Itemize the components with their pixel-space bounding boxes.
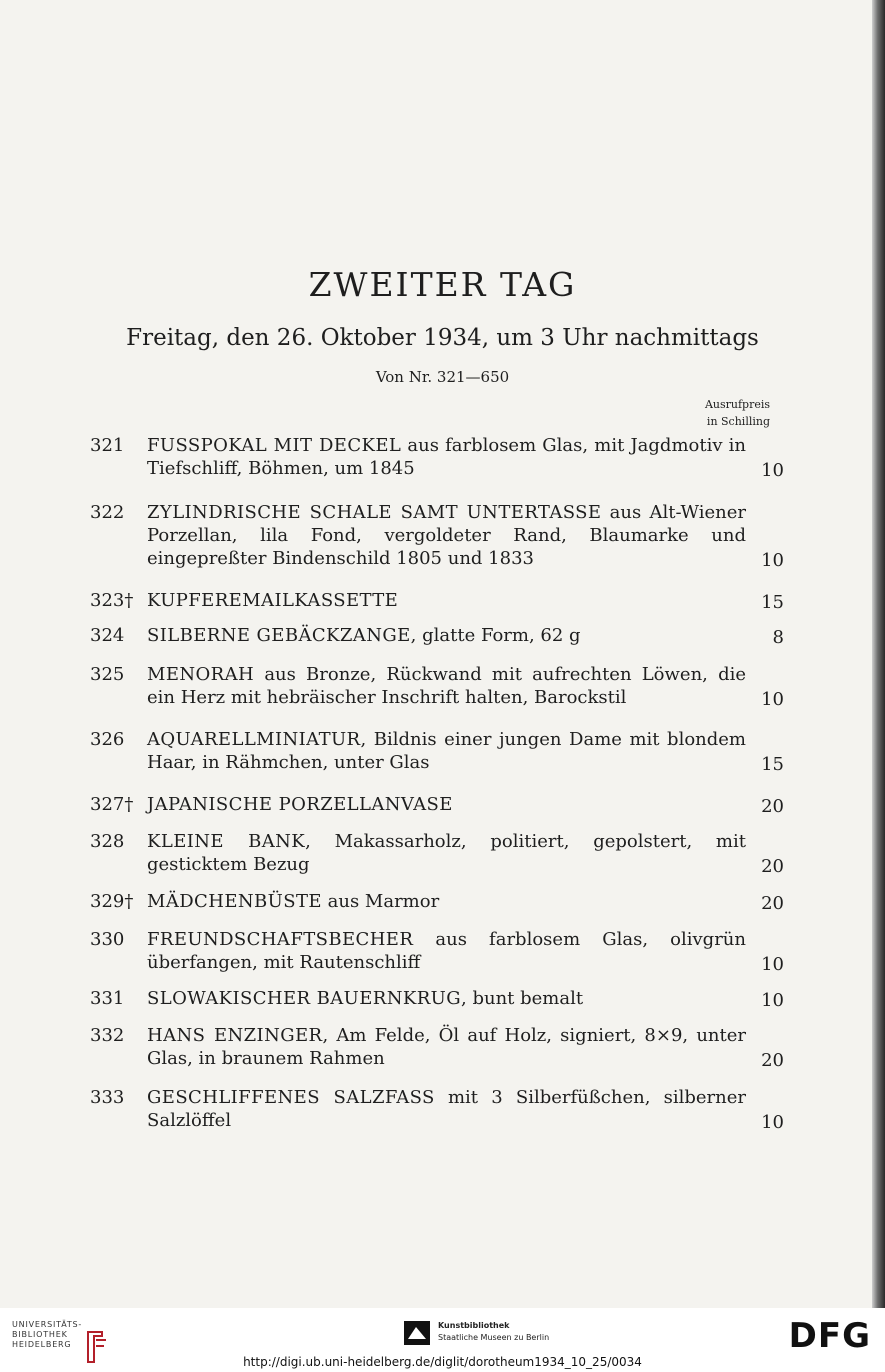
lot-description bbox=[147, 793, 746, 816]
lot-text: , Bildnis einer jungen Dame mit blondem Haar, in Rähmchen, unter Glas bbox=[147, 729, 746, 773]
page-edge-shadow bbox=[872, 0, 885, 1308]
lot-entry bbox=[90, 624, 784, 647]
lot-title: SILBERNE GEBÄCKZANGE bbox=[147, 625, 411, 646]
lot-description bbox=[147, 890, 746, 913]
lot-title: FUSSPOKAL MIT DECKEL bbox=[147, 435, 402, 456]
lot-entry bbox=[90, 663, 784, 709]
lot-price: 20 bbox=[761, 796, 784, 817]
price-column-header bbox=[705, 396, 770, 430]
lot-entry bbox=[90, 501, 784, 570]
lot-number: 328 bbox=[90, 831, 125, 852]
lot-price: 8 bbox=[772, 627, 784, 648]
lot-number: 330 bbox=[90, 929, 125, 950]
lot-entry bbox=[90, 1086, 784, 1132]
lot-entry bbox=[90, 830, 784, 876]
lot-entry bbox=[90, 987, 784, 1010]
lot-title: MÄDCHENBÜSTE bbox=[147, 891, 322, 912]
lot-description bbox=[147, 987, 746, 1010]
lot-title: FREUNDSCHAFTSBECHER bbox=[147, 929, 414, 950]
lot-number: 325 bbox=[90, 664, 125, 685]
lot-entry bbox=[90, 434, 784, 480]
lot-price: 10 bbox=[761, 550, 784, 571]
kunstbibliothek-emblem-icon bbox=[404, 1321, 430, 1345]
lot-text: , Am Felde, Öl auf Holz, signiert, 8×9, unter Glas, in braunem Rahmen bbox=[147, 1025, 746, 1069]
lot-text: aus Alt-Wiener Porzellan, lila Fond, vergoldeter Rand, Blaumarke und eingepreßter Bindenschild 1805 und 1833 bbox=[147, 502, 746, 569]
lot-description bbox=[147, 830, 746, 876]
lot-title: HANS ENZINGER bbox=[147, 1025, 323, 1046]
lot-title: JAPANISCHE PORZELLANVASE bbox=[147, 794, 453, 815]
kunstbibliothek-text bbox=[438, 1320, 549, 1344]
lot-text: aus farblosem Glas, mit Jagdmotiv in Tiefschliff, Böhmen, um 1845 bbox=[147, 435, 746, 479]
lot-description bbox=[147, 663, 746, 709]
lot-number: 331 bbox=[90, 988, 125, 1009]
lot-number: 321 bbox=[90, 435, 125, 456]
lot-price: 15 bbox=[761, 592, 784, 613]
lot-price: 10 bbox=[761, 460, 784, 481]
lot-number: 324 bbox=[90, 625, 125, 646]
lot-entry bbox=[90, 589, 784, 612]
uni-line-2: BIBLIOTHEK bbox=[12, 1330, 68, 1339]
lot-title: KLEINE BANK bbox=[147, 831, 306, 852]
lot-entry bbox=[90, 1024, 784, 1070]
auction-date: Freitag, den 26. Oktober 1934, um 3 Uhr nachmittags bbox=[126, 325, 759, 351]
lot-text: , bunt bemalt bbox=[461, 988, 584, 1009]
lot-price: 20 bbox=[761, 1050, 784, 1071]
dfg-logo[interactable]: DFG bbox=[788, 1316, 871, 1356]
lot-text: aus Bronze, Rückwand mit aufrechten Löwen, die ein Herz mit hebräischer Inschrift halten, Barockstil bbox=[147, 664, 746, 708]
lot-entry bbox=[90, 890, 784, 913]
uni-line-1: UNIVERSITÄTS- bbox=[12, 1320, 83, 1329]
lot-price: 15 bbox=[761, 754, 784, 775]
lot-title: SLOWAKISCHER BAUERNKRUG bbox=[147, 988, 462, 1009]
lot-price: 20 bbox=[761, 893, 784, 914]
lot-entry bbox=[90, 928, 784, 974]
lot-description bbox=[147, 1086, 746, 1132]
lot-price: 10 bbox=[761, 954, 784, 975]
lot-number: 333 bbox=[90, 1087, 125, 1108]
lot-entry bbox=[90, 728, 784, 774]
price-header-line-2: in Schilling bbox=[706, 415, 770, 428]
lot-number: 332 bbox=[90, 1025, 125, 1046]
lot-number: 326 bbox=[90, 729, 125, 750]
lot-title: GESCHLIFFENES SALZFASS bbox=[147, 1087, 435, 1108]
lot-description bbox=[147, 434, 746, 480]
lot-range: Von Nr. 321—650 bbox=[375, 368, 510, 386]
uni-line-3: HEIDELBERG bbox=[12, 1340, 72, 1349]
lot-text: mit 3 Silberfüßchen, silberner Salzlöffel bbox=[147, 1087, 746, 1131]
lot-text: aus Marmor bbox=[321, 891, 440, 912]
lot-description bbox=[147, 728, 746, 774]
price-header-line-1: Ausrufpreis bbox=[704, 398, 770, 411]
lot-price: 10 bbox=[761, 1112, 784, 1133]
lot-number: 329† bbox=[90, 891, 134, 912]
lot-text: aus farblosem Glas, olivgrün überfangen, mit Rautenschliff bbox=[147, 929, 746, 973]
university-library-logo[interactable] bbox=[12, 1320, 82, 1350]
viewer-footer bbox=[0, 1308, 885, 1372]
lot-title: ZYLINDRISCHE SCHALE SAMT UNTERTASSE bbox=[147, 502, 602, 523]
lot-number: 322 bbox=[90, 502, 125, 523]
lot-text: , Makassarholz, politiert, gepolstert, mit gesticktem Bezug bbox=[147, 831, 746, 875]
permalink-url[interactable]: http://digi.ub.uni-heidelberg.de/diglit/dorotheum1934_10_25/0034 bbox=[243, 1355, 642, 1369]
lot-price: 20 bbox=[761, 856, 784, 877]
lot-price: 10 bbox=[761, 990, 784, 1011]
lot-entry bbox=[90, 793, 784, 816]
lot-title: AQUARELLMINIATUR bbox=[147, 729, 361, 750]
lot-text: , glatte Form, 62 g bbox=[410, 625, 581, 646]
lot-title: MENORAH bbox=[147, 664, 255, 685]
lot-description bbox=[147, 589, 746, 612]
kunstbibliothek-title: Kunstbibliothek bbox=[438, 1321, 510, 1330]
lot-price: 10 bbox=[761, 689, 784, 710]
lot-description bbox=[147, 624, 746, 647]
kunstbibliothek-subtitle: Staatliche Museen zu Berlin bbox=[438, 1333, 550, 1342]
lot-number: 327† bbox=[90, 794, 134, 815]
page-title: ZWEITER TAG bbox=[308, 265, 577, 304]
lot-description bbox=[147, 501, 746, 570]
lot-description bbox=[147, 928, 746, 974]
lot-number: 323† bbox=[90, 590, 134, 611]
lot-title: KUPFEREMAILKASSETTE bbox=[147, 590, 399, 611]
lot-description bbox=[147, 1024, 746, 1070]
